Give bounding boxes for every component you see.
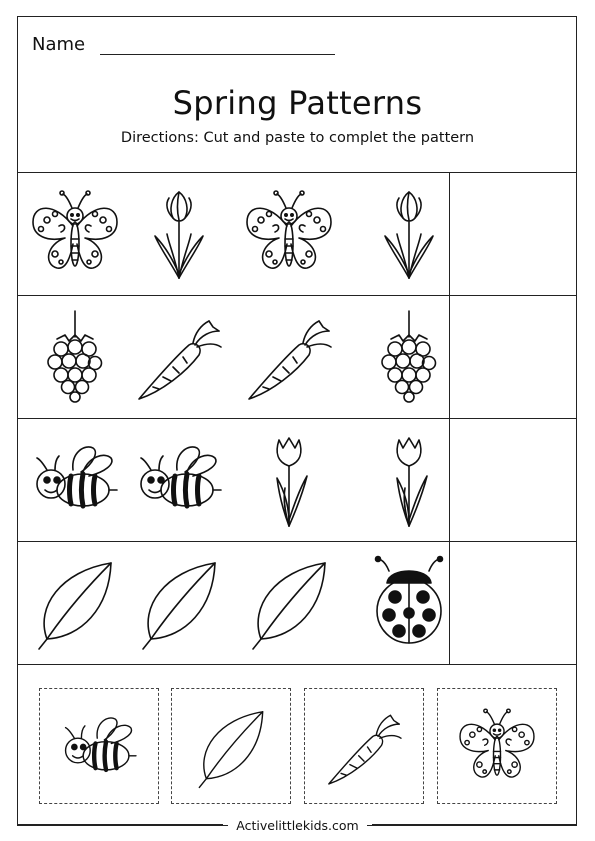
crocus-icon bbox=[129, 179, 229, 289]
name-write-line[interactable] bbox=[100, 54, 335, 55]
name-label: Name bbox=[32, 34, 86, 55]
leaf-icon bbox=[186, 703, 276, 791]
cutout-bee-card[interactable] bbox=[39, 688, 159, 804]
butterfly-icon bbox=[452, 703, 542, 791]
crocus-icon bbox=[359, 179, 459, 289]
page-title: Spring Patterns bbox=[172, 84, 423, 122]
cutout-leaf-card[interactable] bbox=[171, 688, 291, 804]
directions-text: Directions: Cut and paste to complet the pattern bbox=[120, 130, 475, 146]
cutout-carrot-card[interactable] bbox=[304, 688, 424, 804]
bee-icon bbox=[25, 425, 125, 535]
leaf-icon bbox=[129, 548, 229, 658]
leaf-icon bbox=[25, 548, 125, 658]
tulip-icon bbox=[239, 425, 339, 535]
tulip-icon bbox=[359, 425, 459, 535]
carrot-icon bbox=[239, 302, 339, 412]
raspberry-icon bbox=[359, 302, 459, 412]
pattern-grid bbox=[17, 172, 577, 665]
ladybug-icon bbox=[359, 548, 459, 658]
raspberry-icon bbox=[25, 302, 125, 412]
grid-line bbox=[17, 664, 577, 665]
leaf-icon bbox=[239, 548, 339, 658]
butterfly-icon bbox=[25, 179, 125, 289]
carrot-icon bbox=[129, 302, 229, 412]
footer bbox=[0, 815, 595, 834]
answer-slot-row-1[interactable] bbox=[450, 173, 577, 295]
bee-icon bbox=[129, 425, 229, 535]
site-credit: Activelittlekids.com bbox=[228, 818, 366, 833]
cutout-butterfly-card[interactable] bbox=[437, 688, 557, 804]
carrot-icon bbox=[319, 703, 409, 791]
answer-slot-row-4[interactable] bbox=[450, 542, 577, 664]
answer-slot-row-2[interactable] bbox=[450, 296, 577, 418]
butterfly-icon bbox=[239, 179, 339, 289]
answer-slot-row-3[interactable] bbox=[450, 419, 577, 541]
bee-icon bbox=[54, 703, 144, 791]
